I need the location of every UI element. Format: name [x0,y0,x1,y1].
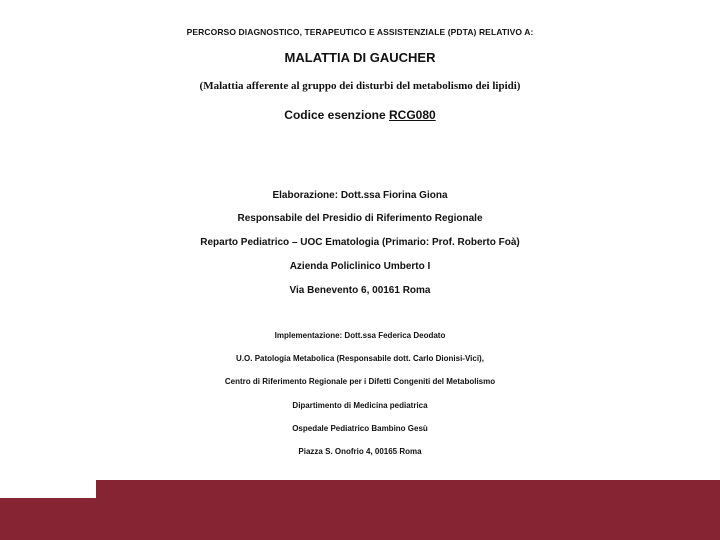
elaborazione-line: Reparto Pediatrico – UOC Ematologia (Primario: Prof. Roberto Foà) [200,237,520,248]
pdta-heading: PERCORSO DIAGNOSTICO, TERAPEUTICO E ASSISTENZIALE (PDTA) RELATIVO A: [186,27,534,37]
footer-bar [0,480,720,540]
elaborazione-line: Elaborazione: Dott.ssa Fiorina Giona [272,190,448,201]
implementazione-line: Centro di Riferimento Regionale per i Difetti Congeniti del Metabolismo [224,377,496,386]
implementazione-line: U.O. Patologia Metabolica (Responsabile dott. Carlo Dionisi-Vici), [236,354,484,363]
exemption-code-label: Codice esenzione [284,108,389,122]
implementazione-line: Dipartimento di Medicina pediatrica [292,401,428,410]
footer-notch [0,480,96,498]
exemption-code-value: RCG080 [389,108,436,122]
implementazione-line: Ospedale Pediatrico Bambino Gesù [292,424,428,433]
exemption-code [0,108,720,122]
elaborazione-line: Via Benevento 6, 00161 Roma [289,285,431,296]
elaborazione-line: Responsabile del Presidio di Riferimento Regionale [237,213,483,224]
document-subtitle: (Malattia afferente al gruppo dei disturbi del metabolismo dei lipidi) [199,80,521,92]
implementazione-line: Implementazione: Dott.ssa Federica Deodato [274,331,446,340]
elaborazione-line: Azienda Policlinico Umberto I [289,261,431,272]
implementazione-line: Piazza S. Onofrio 4, 00165 Roma [298,447,422,456]
document-title: MALATTIA DI GAUCHER [284,50,436,65]
